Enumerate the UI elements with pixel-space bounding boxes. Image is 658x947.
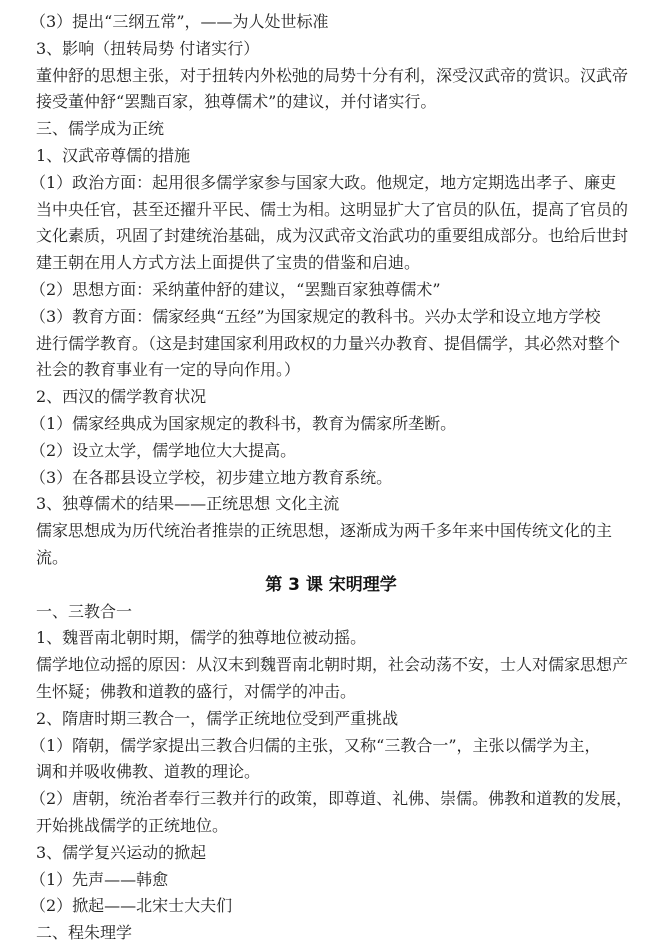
paragraph-line: 开始挑战儒学的正统地位。 [36, 815, 229, 835]
list-item: （1）政治方面：起用很多儒学家参与国家大政。他规定，地方定期选出孝子、廉吏 [30, 172, 617, 192]
paragraph-line: 儒学地位动摇的原因：从汉末到魏晋南北朝时期，社会动荡不安，士人对儒家思想产 [36, 655, 629, 675]
list-item: （2）设立太学，儒学地位大大提高。 [30, 440, 297, 460]
list-item: （3）提出“三纲五常”，——为人处世标准 [30, 12, 329, 31]
paragraph-line: 董仲舒的思想主张，对于扭转内外松弛的局势十分有利，深受汉武帝的赏识。汉武帝 [36, 65, 629, 85]
section-heading: 3、儒学复兴运动的掀起 [36, 842, 207, 862]
paragraph-line: 调和并吸收佛教、道教的理论。 [36, 762, 261, 782]
section-heading: 1、汉武帝尊儒的措施 [36, 145, 191, 165]
list-item: （2）唐朝，统治者奉行三教并行的政策，即尊道、礼佛、崇儒。佛教和道教的发展， [30, 789, 633, 809]
list-item: （1）儒家经典成为国家规定的教科书，教育为儒家所垄断。 [30, 413, 457, 433]
list-item: （3）在各郡县设立学校，初步建立地方教育系统。 [30, 467, 393, 487]
section-heading: 三、儒学成为正统 [36, 119, 165, 139]
list-item: （2）掀起——北宋士大夫们 [30, 896, 233, 916]
list-item: （2）思想方面：采纳董仲舒的建议，“罢黜百家独尊儒术” [30, 279, 441, 299]
paragraph-line: 文化素质，巩固了封建统治基础，成为汉武帝文治武功的重要组成部分。也给后世封 [36, 226, 629, 246]
document-page [30, 9, 633, 947]
section-heading: 一、三教合一 [36, 601, 133, 621]
paragraph-line: 儒家思想成为历代统治者推崇的正统思想，逐渐成为两千多年来中国传统文化的主 [36, 521, 613, 541]
lesson-title: 第 3 课 宋明理学 [265, 574, 397, 595]
paragraph-line: 接受董仲舒“罢黜百家，独尊儒术”的建议，并付诸实行。 [36, 92, 437, 112]
list-item: （3）教育方面：儒家经典“五经”为国家规定的教科书。兴办太学和设立地方学校 [30, 306, 601, 326]
section-heading: 2、西汉的儒学教育状况 [36, 387, 207, 407]
section-heading: 二、程朱理学 [36, 923, 133, 943]
paragraph-line: 社会的教育事业有一定的导向作用。） [36, 360, 301, 380]
section-heading: 3、独尊儒术的结果——正统思想 文化主流 [36, 494, 340, 514]
list-item: （1）先声——韩愈 [30, 869, 169, 889]
paragraph-line: 流。 [36, 547, 69, 567]
paragraph-line: 建王朝在用人方式方法上面提供了宝贵的借鉴和启迪。 [36, 253, 421, 273]
paragraph-line: 当中央任官，甚至还擢升平民、儒士为相。这明显扩大了官员的队伍，提高了官员的 [36, 199, 629, 219]
paragraph-line: 生怀疑；佛教和道教的盛行，对儒学的冲击。 [36, 681, 357, 701]
paragraph-line: 进行儒学教育。（这是封建国家利用政权的力量兴办教育、提倡儒学，其必然对整个 [36, 333, 621, 353]
list-item: （1）隋朝，儒学家提出三教合归儒的主张，又称“三教合一”，主张以儒学为主， [30, 735, 601, 755]
section-heading: 2、隋唐时期三教合一，儒学正统地位受到严重挑战 [36, 708, 399, 728]
section-heading: 1、魏晋南北朝时期，儒学的独尊地位被动摇。 [36, 628, 367, 648]
section-heading: 3、影响（扭转局势 付诸实行） [36, 38, 260, 58]
